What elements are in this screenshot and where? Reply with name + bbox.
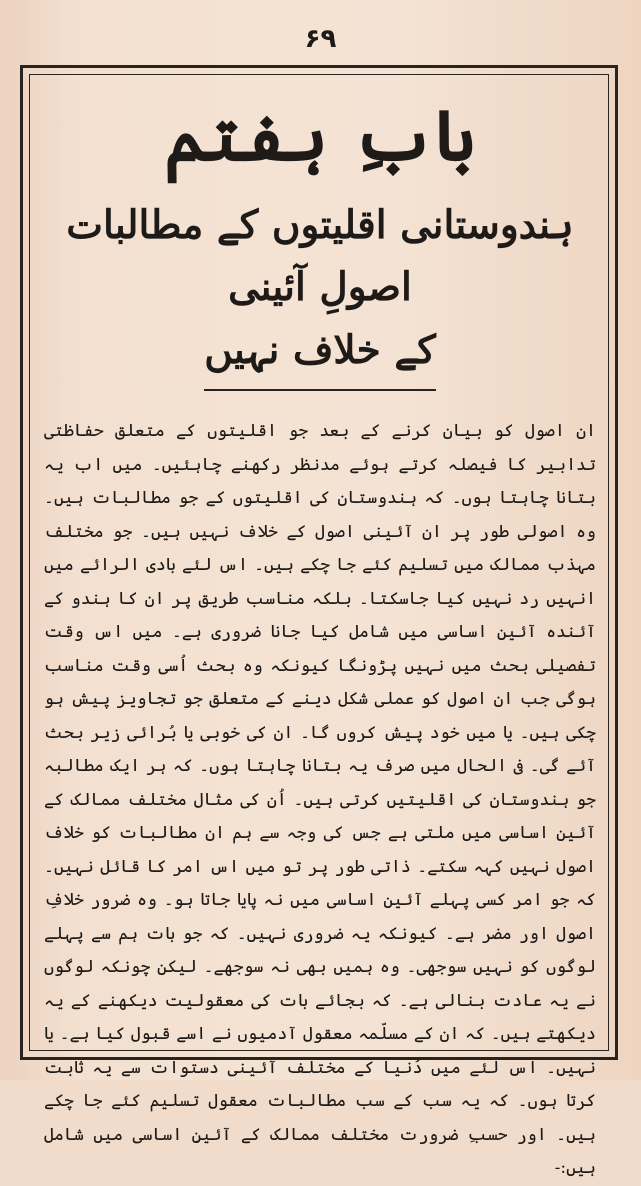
page-number: ۶۹ — [304, 24, 337, 54]
body-text — [40, 415, 600, 1186]
heading-divider — [204, 389, 436, 391]
chapter-title: بابِ ہفتم — [164, 94, 476, 177]
section-heading — [40, 194, 600, 381]
page-content — [40, 90, 600, 1179]
section-heading-line-1: ہندوستانی اقلیتوں کے مطالبات اصولِ آئینی — [66, 202, 574, 311]
body-paragraph: ان اصول کو بیان کرنے کے بعد جو اقلیتوں کے متعلق حفاظتی تدابیر کا فیصلہ کرتے ہوئے مدنظر رکھنے چاہئیں۔ میں اب یہ بتانا چاہتا ہوں۔ کہ ہندوستان کی اقلیتوں کے جو مطالبات ہیں۔ وہ اصولی طور پر ان آئینی اصول کے خلاف نہیں ہیں۔ جو مختلف مہذب ممالک میں تسلیم کئے جا چکے ہیں۔ اس لئے بادی الرائے میں انہیں رد نہیں کیا جاسکتا۔ بلکہ مناسب طریق پر ان کا ہندو کے آئندہ آئین اساسی میں شامل کیا جانا ضروری ہے۔ میں اس وقت تفصیلی بحث میں نہیں پڑونگا کیونکہ وہ بحث اُسی وقت مناسب ہوگی جب ان اصول کو عملی شکل دینے کے متعلق جو تجاویز پیش ہو چکی ہیں۔ یا میں خود پیش کروں گا۔ ان کی خوبی یا بُرائی زیر بحث آئے گی۔ فی الحال میں صرف یہ بتانا چاہتا ہوں۔ کہ ہر ایک مطالبہ جو ہندوستان کی اقلیتیں کرتی ہیں۔ اُن کی مثال مختلف ممالک کے آئین اساسی میں ملتی ہے جس کی وجہ سے ہم ان مطالبات کو خلاف اصول نہیں کہہ سکتے۔ ذاتی طور پر تو میں اس امر کا قائل نہیں۔ کہ جو امر کسی پہلے آئین اساسی میں نہ پایا جاتا ہو۔ وہ ضرور خلافِ اصول اور مضر ہے۔ کیونکہ یہ ضروری نہیں۔ کہ جو بات ہم سے پہلے لوگوں کو نہیں سوجھی۔ وہ ہمیں بھی نہ سوجھے۔ لیکن چونکہ لوگوں نے یہ عادت بنالی ہے۔ کہ بجائے بات کی معقولیت دیکھنے کے یہ دیکھتے ہیں۔ کہ ان کے مسلّمہ معقول آدمیوں نے اسے قبول کیا ہے۔ یا نہیں۔ اس لئے میں دُنیا کے مختلف آئینی دستوات سے یہ ثابت کرتا ہوں۔ کہ یہ سب کے سب مطالبات معقول تسلیم کئے جا چکے ہیں۔ اور حسبِ ضرورت مختلف ممالک کے آئینِ اساسی میں شامل ہیں:- — [44, 421, 596, 1179]
section-heading-line-2: کے خلاف نہیں — [204, 326, 436, 373]
